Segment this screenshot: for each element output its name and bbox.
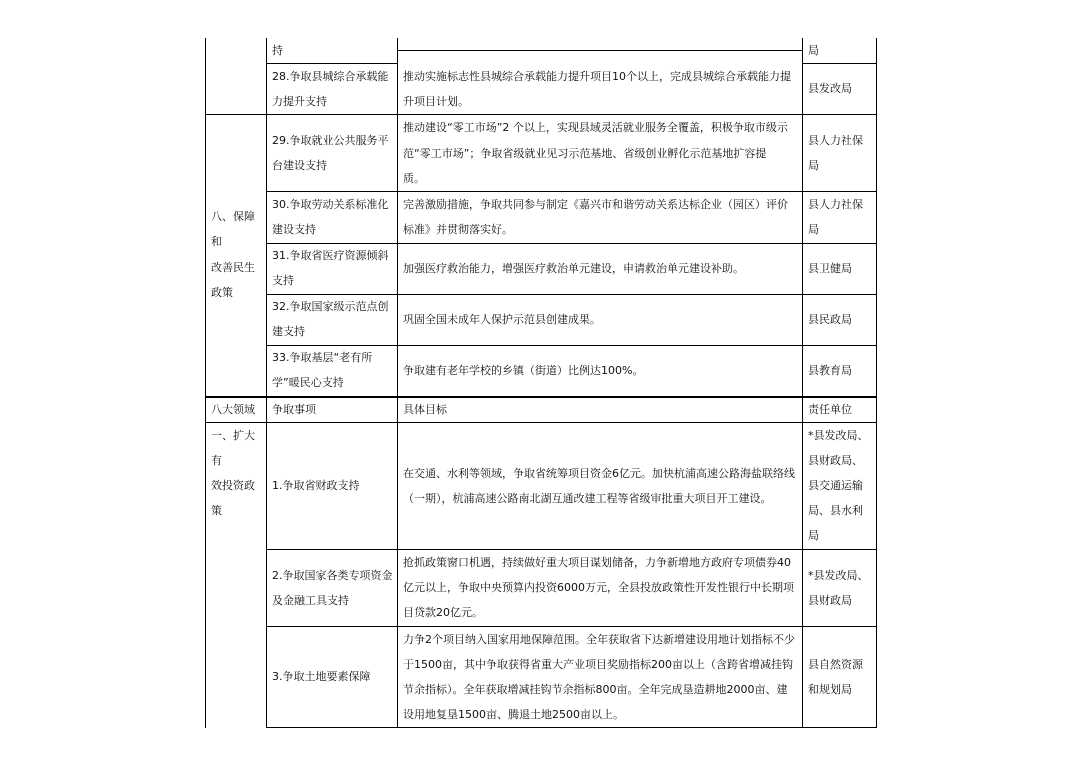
r29-dept-2: 局	[808, 159, 819, 172]
border-col2	[397, 38, 398, 728]
sec8-area-1: 八、保障	[211, 210, 255, 223]
r33-dept-1: 县教育局	[808, 364, 852, 377]
r28-item-1: 28.争取县城综合承载能	[272, 70, 389, 83]
sec1-area-4: 策	[211, 504, 222, 517]
r29-dept-1: 县人力社保	[808, 134, 863, 147]
r2-goal-3: 目贷款20亿元。	[403, 606, 483, 619]
r3-dept-2: 和规划局	[808, 683, 852, 696]
r3-goal-3: 节余指标）。全年获取增减挂钩节余指标800亩。全年完成垦造耕地2000亩、建	[403, 683, 788, 696]
r30-goal-2: 标准》并贯彻落实好。	[403, 223, 513, 236]
r32-dept-1: 县民政局	[808, 313, 852, 326]
r31-dept-1: 县卫健局	[808, 262, 852, 275]
r32-goal-1: 巩固全国未成年人保护示范县创建成果。	[403, 313, 601, 326]
header-area: 八大领域	[211, 403, 255, 416]
r3-goal-2: 于1500亩，其中争取获得省重大产业项目奖励指标200亩以上（含跨省增减挂钩	[403, 658, 793, 671]
top-dept-tail: 局	[808, 44, 819, 57]
r28-goal-1: 推动实施标志性县城综合承载能力提升项目10个以上，完成县城综合承载能力提	[403, 70, 791, 83]
r30-item-2: 建设支持	[272, 223, 316, 236]
r30-item-1: 30.争取劳动关系标准化	[272, 198, 389, 211]
r1-goal-1: 在交通、水利等领域，争取省统筹项目资金6亿元。加快杭浦高速公路海盐联络线	[403, 467, 795, 480]
r1-item-1: 1.争取省财政支持	[272, 479, 360, 492]
r1-dept-3: 县交通运输	[808, 479, 863, 492]
r2-item-1: 2.争取国家各类专项资金	[272, 569, 393, 582]
r33-goal-1: 争取建有老年学校的乡镇（街道）比例达100%。	[403, 364, 644, 377]
sec8-area-3: 改善民生	[211, 261, 255, 274]
r30-dept-1: 县人力社保	[808, 198, 863, 211]
header-goal: 具体目标	[403, 403, 447, 416]
r29-goal-2: 范“零工市场”；争取省级就业见习示范基地、省级创业孵化示范基地扩容提	[403, 147, 767, 160]
border-col1	[266, 38, 267, 728]
border-left	[205, 38, 206, 728]
sec8-area-4: 政策	[211, 286, 233, 299]
border-right	[876, 38, 877, 728]
r3-goal-1: 力争2个项目纳入国家用地保障范围。全年获取省下达新增建设用地计划指标不少	[403, 633, 795, 646]
r1-dept-4: 局、县水利	[808, 504, 863, 517]
r32-item-2: 建支持	[272, 325, 305, 338]
r30-goal-1: 完善激励措施，争取共同参与制定《嘉兴市和谐劳动关系达标企业（园区）评价	[403, 198, 788, 211]
r33-item-1: 33.争取基层“老有所	[272, 351, 373, 364]
r31-item-2: 支持	[272, 274, 294, 287]
r2-dept-1: *县发改局、	[808, 569, 869, 582]
sec1-area-2: 有	[211, 454, 222, 467]
r1-dept-2: 县财政局、	[808, 454, 863, 467]
header-dept: 责任单位	[808, 403, 852, 416]
sec1-area-1: 一、扩大	[211, 429, 255, 442]
border-col3	[802, 38, 803, 728]
r3-item-1: 3.争取土地要素保障	[272, 670, 371, 683]
r31-item-1: 31.争取省医疗资源倾斜	[272, 249, 389, 262]
r3-goal-4: 设用地复垦1500亩、腾退土地2500亩以上。	[403, 708, 624, 721]
r32-item-1: 32.争取国家级示范点创	[272, 300, 389, 313]
r2-goal-1: 抢抓政策窗口机遇，持续做好重大项目谋划储备，力争新增地方政府专项债券40	[403, 556, 791, 569]
r29-item-2: 台建设支持	[272, 159, 327, 172]
r31-goal-1: 加强医疗救治能力，增强医疗救治单元建设，申请救治单元建设补助。	[403, 262, 744, 275]
r30-dept-2: 局	[808, 223, 819, 236]
r28-item-2: 力提升支持	[272, 95, 327, 108]
r33-item-2: 学”暖民心支持	[272, 376, 344, 389]
r29-goal-3: 质。	[403, 172, 425, 185]
r3-dept-1: 县自然资源	[808, 658, 863, 671]
header-item: 争取事项	[272, 403, 316, 416]
r2-item-2: 及金融工具支持	[272, 594, 349, 607]
top-item-tail: 持	[272, 44, 283, 57]
sec8-area-2: 和	[211, 235, 222, 248]
r1-dept-5: 局	[808, 529, 819, 542]
r28-dept-1: 县发改局	[808, 82, 852, 95]
r2-goal-2: 亿元以上，争取中央预算内投资6000万元，全县投放政策性开发性银行中长期项	[403, 581, 794, 594]
border-goal-top	[397, 50, 802, 51]
r29-goal-1: 推动建设“零工市场”2 个以上，实现县域灵活就业服务全覆盖，积极争取市级示	[403, 121, 788, 134]
r29-item-1: 29.争取就业公共服务平	[272, 134, 389, 147]
r1-goal-2: （一期），杭浦高速公路南北湖互通改建工程等省级审批重大项目开工建设。	[403, 492, 772, 505]
sec1-area-3: 效投资政	[211, 479, 255, 492]
r2-dept-2: 县财政局	[808, 594, 852, 607]
r28-goal-2: 升项目计划。	[403, 95, 469, 108]
r1-dept-1: *县发改局、	[808, 429, 869, 442]
